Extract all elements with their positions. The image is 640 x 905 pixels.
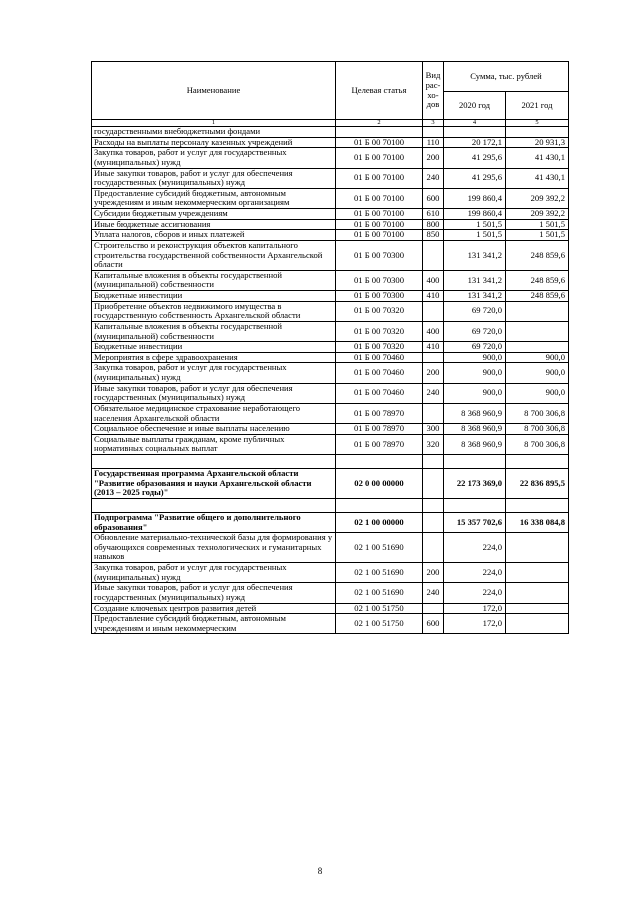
row-code-cell: 01 Б 00 70100 — [336, 148, 423, 168]
table-row — [92, 352, 569, 363]
row-value-2020-cell: 900,0 — [444, 363, 506, 383]
row-kind-cell — [423, 352, 444, 363]
table-row — [92, 168, 569, 188]
row-code-cell — [336, 127, 423, 138]
row-kind-cell — [423, 603, 444, 614]
row-value-2021-cell — [506, 563, 569, 583]
table-row — [92, 291, 569, 302]
row-kind-cell — [423, 240, 444, 270]
row-code-cell: 01 Б 00 70100 — [336, 137, 423, 148]
row-value-2020-cell: 131 341,2 — [444, 240, 506, 270]
col-number-4: 4 — [444, 120, 506, 127]
row-value-2021-cell: 209 392,2 — [506, 188, 569, 208]
table-row — [92, 434, 569, 454]
empty-cell — [423, 455, 444, 469]
col-number-5: 5 — [506, 120, 569, 127]
row-value-2021-cell: 900,0 — [506, 352, 569, 363]
table-row — [92, 614, 569, 634]
row-kind-cell: 610 — [423, 209, 444, 220]
row-code-cell: 01 Б 00 70100 — [336, 230, 423, 241]
page-number: 8 — [317, 866, 323, 876]
table-row — [92, 188, 569, 208]
row-name-cell: Иные бюджетные ассигнования — [92, 219, 336, 230]
row-code-cell: 02 1 00 51690 — [336, 533, 423, 563]
row-value-2021-cell: 41 430,1 — [506, 148, 569, 168]
row-name-cell: государственными внебюджетными фондами — [92, 127, 336, 138]
table-row — [92, 321, 569, 341]
row-value-2021-cell: 41 430,1 — [506, 168, 569, 188]
row-kind-cell — [423, 127, 444, 138]
row-name-cell: Уплата налогов, сборов и иных платежей — [92, 230, 336, 241]
table-row — [92, 230, 569, 241]
row-kind-cell: 400 — [423, 321, 444, 341]
row-value-2021-cell — [506, 321, 569, 341]
row-value-2020-cell: 224,0 — [444, 563, 506, 583]
row-code-cell: 01 Б 00 70300 — [336, 270, 423, 290]
row-value-2020-cell: 8 368 960,9 — [444, 434, 506, 454]
row-code-cell: 02 1 00 00000 — [336, 512, 423, 532]
row-name-cell: Мероприятия в сфере здравоохранения — [92, 352, 336, 363]
row-name-cell: Закупка товаров, работ и услуг для государственных (муниципальных) нужд — [92, 363, 336, 383]
spacer-row — [92, 455, 569, 469]
row-code-cell: 01 Б 00 78970 — [336, 434, 423, 454]
row-value-2021-cell: 248 859,6 — [506, 240, 569, 270]
row-value-2020-cell: 41 295,6 — [444, 168, 506, 188]
row-code-cell: 01 Б 00 78970 — [336, 403, 423, 423]
empty-cell — [423, 498, 444, 512]
row-value-2021-cell — [506, 603, 569, 614]
empty-cell — [506, 455, 569, 469]
row-value-2020-cell: 131 341,2 — [444, 270, 506, 290]
row-value-2020-cell: 900,0 — [444, 352, 506, 363]
row-value-2020-cell: 900,0 — [444, 383, 506, 403]
col-header-2021: 2021 год — [506, 92, 569, 120]
table-row — [92, 512, 569, 532]
row-kind-cell: 200 — [423, 563, 444, 583]
row-value-2020-cell: 199 860,4 — [444, 209, 506, 220]
empty-cell — [336, 498, 423, 512]
row-kind-cell — [423, 533, 444, 563]
col-number-1: 1 — [92, 120, 336, 127]
row-value-2021-cell: 248 859,6 — [506, 291, 569, 302]
row-kind-cell: 240 — [423, 168, 444, 188]
row-kind-cell: 300 — [423, 424, 444, 435]
table-row — [92, 240, 569, 270]
row-value-2020-cell: 20 172,1 — [444, 137, 506, 148]
row-code-cell: 01 Б 00 70320 — [336, 342, 423, 353]
row-code-cell: 01 Б 00 70320 — [336, 321, 423, 341]
row-name-cell: Бюджетные инвестиции — [92, 342, 336, 353]
row-name-cell: Социальные выплаты гражданам, кроме публичных нормативных социальных выплат — [92, 434, 336, 454]
row-name-cell: Подпрограмма "Развитие общего и дополнительного образования" — [92, 512, 336, 532]
row-value-2020-cell — [444, 127, 506, 138]
row-code-cell: 01 Б 00 78970 — [336, 424, 423, 435]
table-row — [92, 383, 569, 403]
row-name-cell: Расходы на выплаты персоналу казенных учреждений — [92, 137, 336, 148]
col-header-2020: 2020 год — [444, 92, 506, 120]
table-row — [92, 424, 569, 435]
col-header-sum: Сумма, тыс. рублей — [444, 62, 569, 92]
row-value-2020-cell: 224,0 — [444, 533, 506, 563]
row-value-2021-cell: 1 501,5 — [506, 230, 569, 241]
row-value-2021-cell: 248 859,6 — [506, 270, 569, 290]
row-code-cell: 02 1 00 51750 — [336, 614, 423, 634]
row-value-2020-cell: 41 295,6 — [444, 148, 506, 168]
table-row — [92, 563, 569, 583]
row-value-2020-cell: 22 173 369,0 — [444, 469, 506, 499]
table-row — [92, 137, 569, 148]
table-row — [92, 469, 569, 499]
table-row — [92, 363, 569, 383]
row-value-2020-cell: 69 720,0 — [444, 301, 506, 321]
row-code-cell: 01 Б 00 70320 — [336, 301, 423, 321]
row-kind-cell: 800 — [423, 219, 444, 230]
row-name-cell: Субсидии бюджетным учреждениям — [92, 209, 336, 220]
row-value-2021-cell: 8 700 306,8 — [506, 403, 569, 423]
row-name-cell: Социальное обеспечение и иные выплаты населению — [92, 424, 336, 435]
row-value-2020-cell: 15 357 702,6 — [444, 512, 506, 532]
empty-cell — [506, 498, 569, 512]
row-code-cell: 02 1 00 51690 — [336, 583, 423, 603]
row-kind-cell: 410 — [423, 291, 444, 302]
row-name-cell: Предоставление субсидий бюджетным, автономным учреждениям и иным некоммерческим организациям — [92, 188, 336, 208]
row-kind-cell: 850 — [423, 230, 444, 241]
row-value-2021-cell: 209 392,2 — [506, 209, 569, 220]
row-value-2021-cell — [506, 127, 569, 138]
row-name-cell: Закупка товаров, работ и услуг для государственных (муниципальных) нужд — [92, 148, 336, 168]
row-code-cell: 01 Б 00 70100 — [336, 209, 423, 220]
row-kind-cell: 600 — [423, 188, 444, 208]
row-value-2020-cell: 8 368 960,9 — [444, 424, 506, 435]
row-value-2021-cell — [506, 533, 569, 563]
row-value-2020-cell: 69 720,0 — [444, 321, 506, 341]
row-code-cell: 01 Б 00 70460 — [336, 383, 423, 403]
row-code-cell: 02 0 00 00000 — [336, 469, 423, 499]
row-name-cell: Капитальные вложения в объекты государственной (муниципальной) собственности — [92, 270, 336, 290]
row-name-cell: Строительство и реконструкция объектов капитального строительства государственной собственности Архангельской области — [92, 240, 336, 270]
row-code-cell: 01 Б 00 70300 — [336, 291, 423, 302]
row-name-cell: Приобретение объектов недвижимого имущества в государственную собственность Архангельской области — [92, 301, 336, 321]
row-name-cell: Обновление материально-технической базы для формирования у обучающихся современных технологических и гуманитарных навыков — [92, 533, 336, 563]
col-number-3: 3 — [423, 120, 444, 127]
row-value-2021-cell: 1 501,5 — [506, 219, 569, 230]
row-kind-cell: 240 — [423, 383, 444, 403]
row-code-cell: 01 Б 00 70100 — [336, 168, 423, 188]
table-row — [92, 603, 569, 614]
empty-cell — [92, 455, 336, 469]
table-row — [92, 219, 569, 230]
table-row — [92, 270, 569, 290]
col-header-kind: Вид рас-хо-дов — [423, 62, 444, 120]
row-name-cell: Закупка товаров, работ и услуг для государственных (муниципальных) нужд — [92, 563, 336, 583]
row-value-2021-cell — [506, 614, 569, 634]
empty-cell — [444, 455, 506, 469]
row-code-cell: 01 Б 00 70460 — [336, 363, 423, 383]
row-name-cell: Иные закупки товаров, работ и услуг для обеспечения государственных (муниципальных) нужд — [92, 168, 336, 188]
row-name-cell: Обязательное медицинское страхование неработающего населения Архангельской области — [92, 403, 336, 423]
row-kind-cell: 200 — [423, 363, 444, 383]
row-name-cell: Создание ключевых центров развития детей — [92, 603, 336, 614]
empty-cell — [92, 498, 336, 512]
row-name-cell: Предоставление субсидий бюджетным, автономным учреждениям и иным некоммерческим — [92, 614, 336, 634]
row-value-2020-cell: 8 368 960,9 — [444, 403, 506, 423]
row-value-2020-cell: 1 501,5 — [444, 230, 506, 241]
row-kind-cell: 320 — [423, 434, 444, 454]
row-code-cell: 02 1 00 51750 — [336, 603, 423, 614]
row-kind-cell — [423, 512, 444, 532]
row-code-cell: 01 Б 00 70100 — [336, 219, 423, 230]
row-value-2021-cell — [506, 583, 569, 603]
row-value-2020-cell: 69 720,0 — [444, 342, 506, 353]
table-row — [92, 342, 569, 353]
row-code-cell: 02 1 00 51690 — [336, 563, 423, 583]
col-number-2: 2 — [336, 120, 423, 127]
col-header-name: Наименование — [92, 62, 336, 120]
table-row — [92, 127, 569, 138]
table-row — [92, 301, 569, 321]
row-kind-cell — [423, 301, 444, 321]
row-value-2020-cell: 172,0 — [444, 603, 506, 614]
row-value-2021-cell: 900,0 — [506, 363, 569, 383]
row-name-cell: Бюджетные инвестиции — [92, 291, 336, 302]
row-value-2021-cell: 16 338 084,8 — [506, 512, 569, 532]
row-name-cell: Иные закупки товаров, работ и услуг для обеспечения государственных (муниципальных) нужд — [92, 383, 336, 403]
table-row — [92, 403, 569, 423]
empty-cell — [444, 498, 506, 512]
row-kind-cell: 110 — [423, 137, 444, 148]
row-code-cell: 01 Б 00 70460 — [336, 352, 423, 363]
spacer-row — [92, 498, 569, 512]
row-value-2020-cell: 1 501,5 — [444, 219, 506, 230]
col-header-code: Целевая статья — [336, 62, 423, 120]
row-code-cell: 01 Б 00 70300 — [336, 240, 423, 270]
row-value-2021-cell: 22 836 895,5 — [506, 469, 569, 499]
row-kind-cell: 400 — [423, 270, 444, 290]
row-value-2021-cell: 900,0 — [506, 383, 569, 403]
row-kind-cell — [423, 403, 444, 423]
table-row — [92, 533, 569, 563]
row-kind-cell — [423, 469, 444, 499]
row-name-cell: Иные закупки товаров, работ и услуг для обеспечения государственных (муниципальных) нужд — [92, 583, 336, 603]
row-value-2020-cell: 131 341,2 — [444, 291, 506, 302]
row-kind-cell: 200 — [423, 148, 444, 168]
row-name-cell: Государственная программа Архангельской области "Развитие образования и науки Архангельской области (2013 – 2025 годы)" — [92, 469, 336, 499]
row-kind-cell: 600 — [423, 614, 444, 634]
row-value-2021-cell: 8 700 306,8 — [506, 434, 569, 454]
table-row — [92, 209, 569, 220]
table-row — [92, 583, 569, 603]
row-value-2020-cell: 172,0 — [444, 614, 506, 634]
budget-table — [91, 61, 569, 634]
row-kind-cell: 240 — [423, 583, 444, 603]
row-value-2021-cell: 8 700 306,8 — [506, 424, 569, 435]
row-kind-cell: 410 — [423, 342, 444, 353]
row-value-2020-cell: 199 860,4 — [444, 188, 506, 208]
row-value-2020-cell: 224,0 — [444, 583, 506, 603]
row-value-2021-cell — [506, 301, 569, 321]
row-name-cell: Капитальные вложения в объекты государственной (муниципальной) собственности — [92, 321, 336, 341]
table-row — [92, 148, 569, 168]
empty-cell — [336, 455, 423, 469]
row-code-cell: 01 Б 00 70100 — [336, 188, 423, 208]
table-body — [92, 127, 569, 634]
row-value-2021-cell — [506, 342, 569, 353]
row-value-2021-cell: 20 931,3 — [506, 137, 569, 148]
